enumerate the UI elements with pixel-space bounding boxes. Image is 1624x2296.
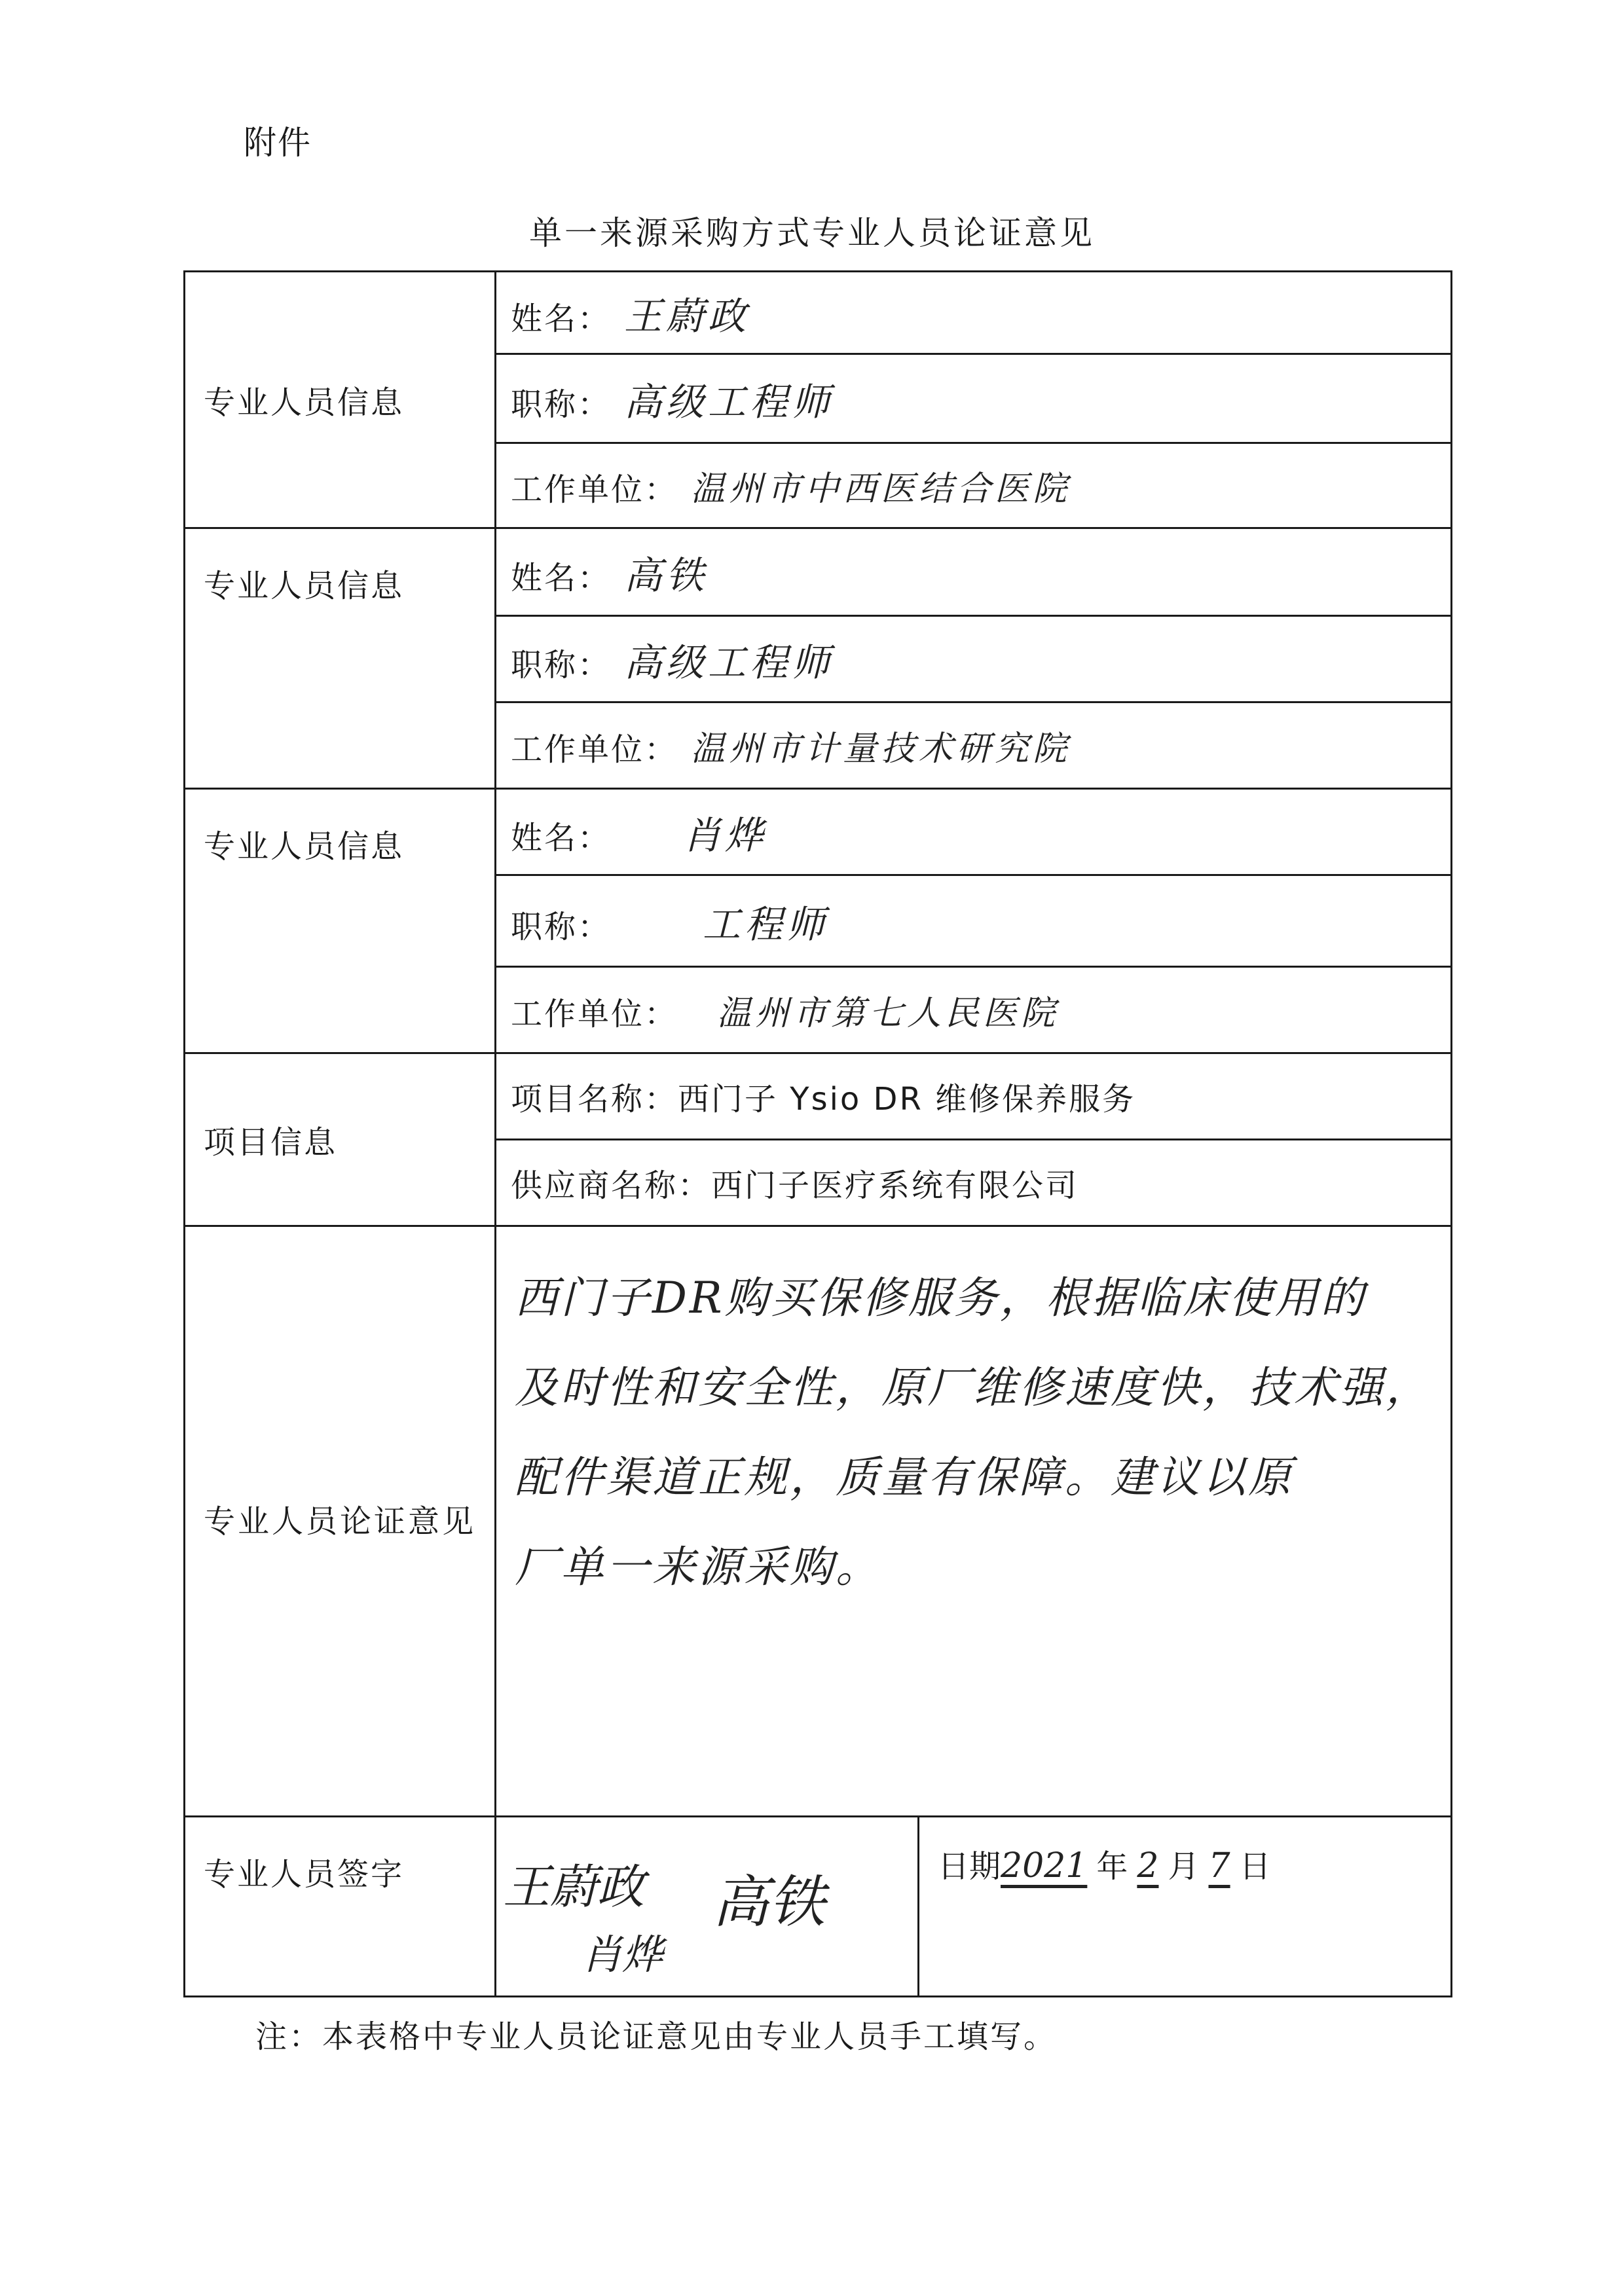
signature-area <box>496 1817 919 1997</box>
section-label-text: 项目信息 <box>204 1124 338 1161</box>
section-label-text: 专业人员信息 <box>204 384 405 421</box>
footnote: 注：本表格中专业人员论证意见由专业人员手工填写。 <box>255 2018 1058 2055</box>
person-3-title-field <box>496 875 1452 967</box>
attachment-label: 附件 <box>244 124 312 162</box>
section-label-text: 专业人员论证意见 <box>204 1503 477 1540</box>
section-label-text: 专业人员信息 <box>204 568 405 604</box>
person-1-name-row <box>185 272 1452 354</box>
signature-2: 高铁 <box>712 1870 825 1935</box>
person-1-employer-value: 温州市中西医结合医院 <box>691 469 1071 509</box>
date-month: 2 <box>1137 1846 1159 1886</box>
opinion-row <box>185 1226 1452 1817</box>
project-name-row <box>185 1053 1452 1140</box>
person-2-section-label <box>185 528 496 789</box>
employer-label: 工作单位： <box>511 471 678 508</box>
person-1-title-field <box>496 354 1452 443</box>
opinion-line: 厂单一来源采购。 <box>515 1542 881 1592</box>
project-name-field: 项目名称：西门子 Ysio DR 维修保养服务 <box>496 1053 1452 1140</box>
title-label: 职称： <box>511 908 612 945</box>
opinion-line: 西门子DR购买保修服务，根据临床使用的 <box>515 1273 1367 1323</box>
person-1-name-field <box>496 272 1452 354</box>
day-label: 日 <box>1239 1848 1271 1885</box>
person-2-name-field <box>496 528 1452 616</box>
opinion-section-label <box>185 1226 496 1817</box>
person-2-name-row <box>185 528 1452 616</box>
person-1-title-value: 高级工程师 <box>624 379 834 424</box>
year-label: 年 <box>1096 1848 1128 1885</box>
person-1-employer-field <box>496 443 1452 528</box>
name-label: 姓名： <box>511 819 612 856</box>
date-label: 日期 <box>938 1848 1001 1885</box>
section-label-text: 专业人员信息 <box>204 828 405 865</box>
name-label: 姓名： <box>511 300 612 337</box>
person-3-name-field <box>496 789 1452 875</box>
date-field <box>919 1817 1452 1997</box>
person-2-title-value: 高级工程师 <box>624 640 834 685</box>
opinion-form-table <box>183 270 1452 1997</box>
employer-label: 工作单位： <box>511 731 678 768</box>
person-1-section-label <box>185 272 496 528</box>
section-label-text: 专业人员签字 <box>204 1856 405 1893</box>
person-3-name-value: 肖烨 <box>683 812 767 858</box>
date-day: 7 <box>1208 1846 1230 1886</box>
title-label: 职称： <box>511 646 612 683</box>
project-section-label <box>185 1053 496 1226</box>
employer-label: 工作单位： <box>511 996 678 1032</box>
person-2-employer-field <box>496 702 1452 789</box>
title-label: 职称： <box>511 386 612 423</box>
opinion-line: 及时性和安全性，原厂维修速度快，技术强， <box>515 1362 1431 1413</box>
opinion-line: 配件渠道正规，质量有保障。建议以原 <box>515 1452 1294 1503</box>
person-3-section-label <box>185 789 496 1053</box>
signature-section-label <box>185 1817 496 1997</box>
person-3-employer-value: 温州市第七人民医院 <box>717 994 1060 1033</box>
supplier-name-field: 供应商名称：西门子医疗系统有限公司 <box>496 1140 1452 1226</box>
date-year: 2021 <box>1001 1846 1088 1886</box>
person-2-name-value: 高铁 <box>624 553 709 598</box>
document-title: 单一来源采购方式专业人员论证意见 <box>529 214 1095 252</box>
name-label: 姓名： <box>511 559 612 596</box>
signature-row <box>185 1817 1452 1997</box>
month-label: 月 <box>1168 1848 1200 1885</box>
signature-3: 肖烨 <box>581 1931 663 1978</box>
person-3-employer-field <box>496 967 1452 1053</box>
person-3-name-row <box>185 789 1452 875</box>
person-3-title-value: 工程师 <box>703 902 829 947</box>
person-2-title-field <box>496 616 1452 702</box>
opinion-content <box>496 1226 1452 1817</box>
person-1-name-value: 王蔚政 <box>624 293 750 338</box>
person-2-employer-value: 温州市计量技术研究院 <box>691 729 1071 769</box>
signature-1: 王蔚政 <box>503 1859 645 1914</box>
